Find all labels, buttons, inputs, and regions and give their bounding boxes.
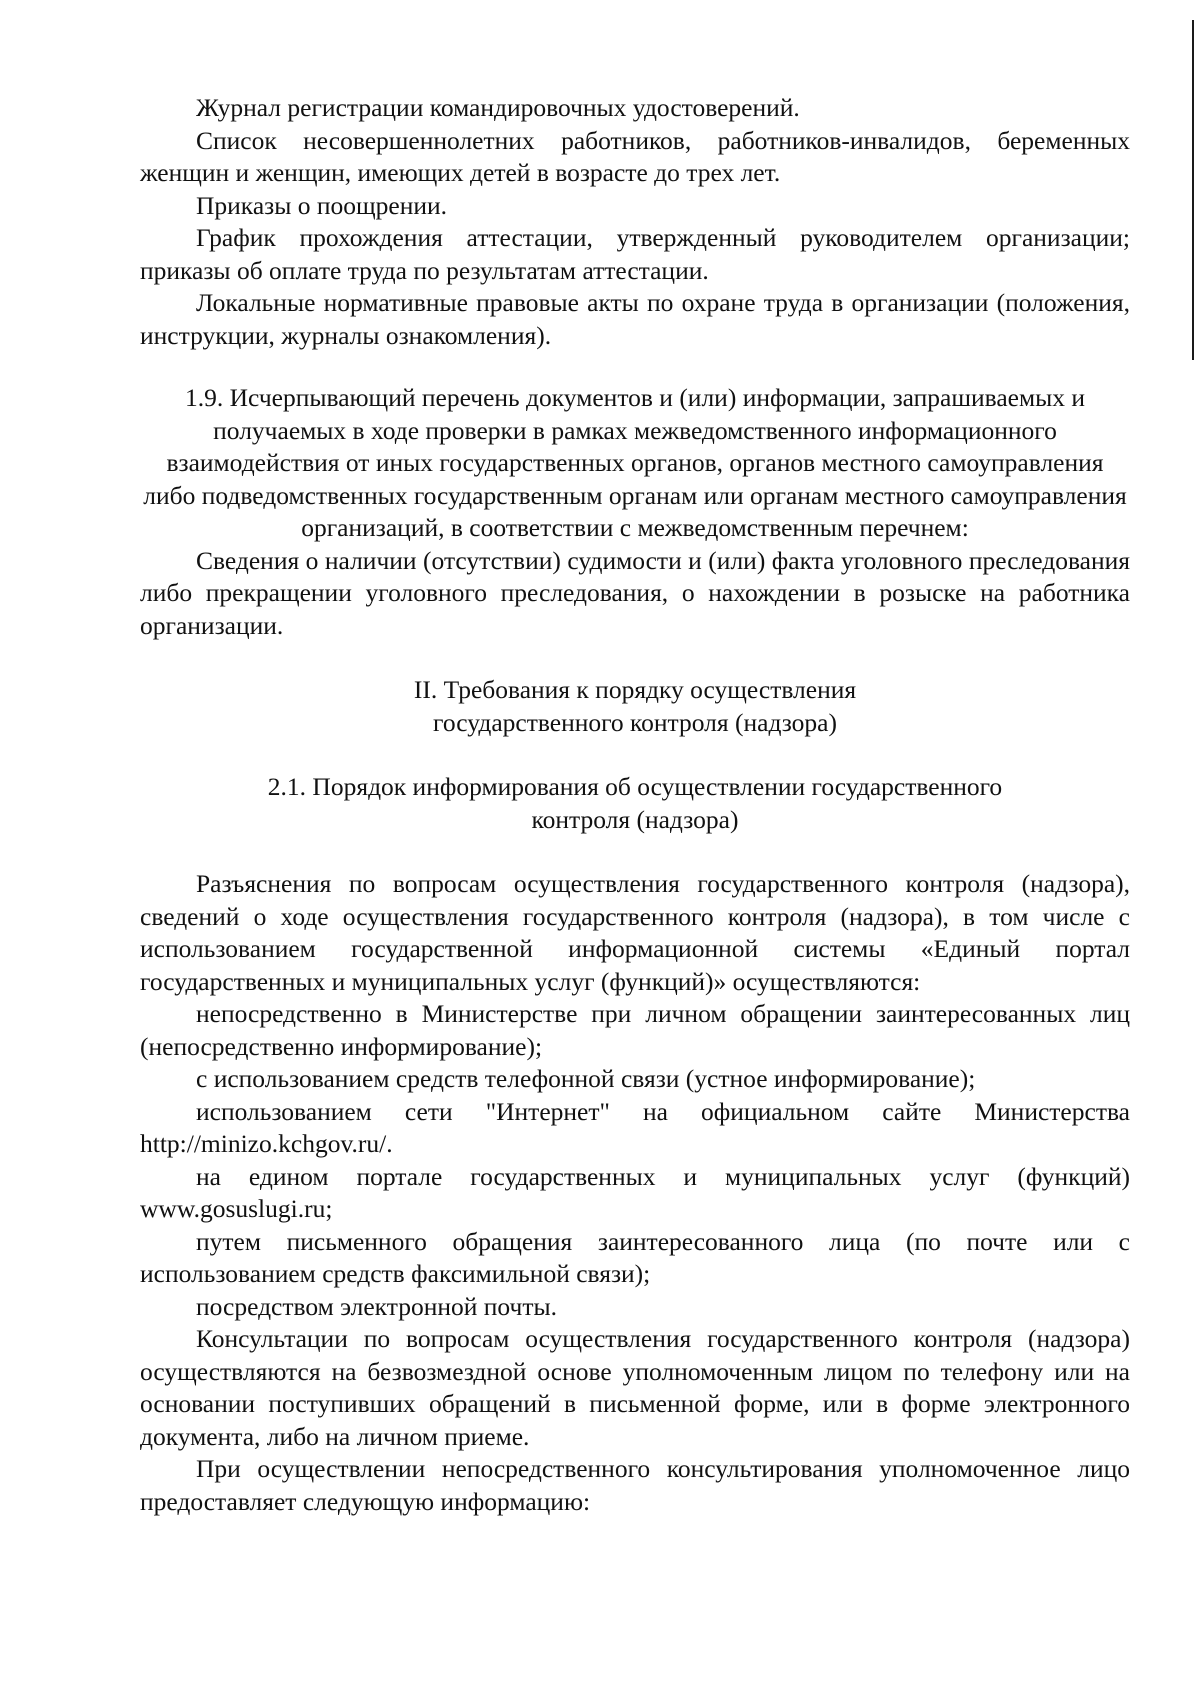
- list-item: непосредственно в Министерстве при личном обращении заинтересованных лиц (непосредственно информирование);: [140, 999, 1130, 1061]
- paragraph: Журнал регистрации командировочных удостоверений.: [196, 93, 800, 122]
- chapter-title-line: государственного контроля (надзора): [433, 707, 837, 737]
- list-item: путем письменного обращения заинтересованного лица (по почте или с использованием средств факсимильной связи);: [140, 1226, 1130, 1288]
- paragraph: При осуществлении непосредственного консультирования уполномоченное лицо предоставляет следующую информацию:: [140, 1454, 1130, 1516]
- paragraph: График прохождения аттестации, утвержденный руководителем организации; приказы об оплате труда по результатам аттестации.: [140, 223, 1130, 285]
- paragraph: Локальные нормативные правовые акты по охране труда в организации (положения, инструкции, журналы ознакомления).: [140, 288, 1130, 350]
- section-heading-1-9: 1.9. Исчерпывающий перечень документов и (или) информации, запрашиваемых и получаемых в ходе проверки в рамках межведомственного информационного взаимодействия от иных государственных органов, органов местного самоуправления либо подведомственных государственным органам или органам местного самоуправления организаций, в соответствии с межведомственным перечнем:: [143, 383, 1127, 542]
- paragraph: Приказы о поощрении.: [196, 190, 448, 220]
- section-heading-2-1: 2.1. Порядок информирования об осуществлении государственного: [267, 772, 1003, 801]
- section-heading-2-1: контроля (надзора): [531, 804, 739, 834]
- paragraph: Список несовершеннолетних работников, работников-инвалидов, беременных женщин и женщин, имеющих детей в возрасте до трех лет.: [140, 125, 1130, 187]
- list-item: с использованием средств телефонной связи (устное информирование);: [196, 1064, 976, 1093]
- list-item: на едином портале государственных и муниципальных услуг (функций) www.gosuslugi.ru;: [140, 1161, 1130, 1223]
- chapter-title-line: II. Требования к порядку осуществления: [413, 675, 857, 704]
- document-body: [140, 92, 1130, 1518]
- paragraph: Консультации по вопросам осуществления государственного контроля (надзора) осуществляются на безвозмездной основе уполномоченным лицом по телефону или на основании поступивших обращений в письменной форме, или в форме электронного документа, либо на личном приеме.: [140, 1324, 1130, 1451]
- paragraph: Разъяснения по вопросам осуществления государственного контроля (надзора), сведений о ходе осуществления государственного контроля (надзора), в том числе с использованием государственной информационной системы «Единый портал государственных и муниципальных услуг (функций)» осуществляются:: [140, 869, 1130, 996]
- scan-edge-line: [1192, 20, 1194, 360]
- list-item: использованием сети "Интернет" на официальном сайте Министерства http://minizo.kchgov.ru/.: [140, 1096, 1130, 1158]
- paragraph: Сведения о наличии (отсутствии) судимости и (или) факта уголовного преследования либо прекращении уголовного преследования, о нахождении в розыске на работника организации.: [140, 545, 1130, 640]
- list-item: посредством электронной почты.: [196, 1291, 557, 1321]
